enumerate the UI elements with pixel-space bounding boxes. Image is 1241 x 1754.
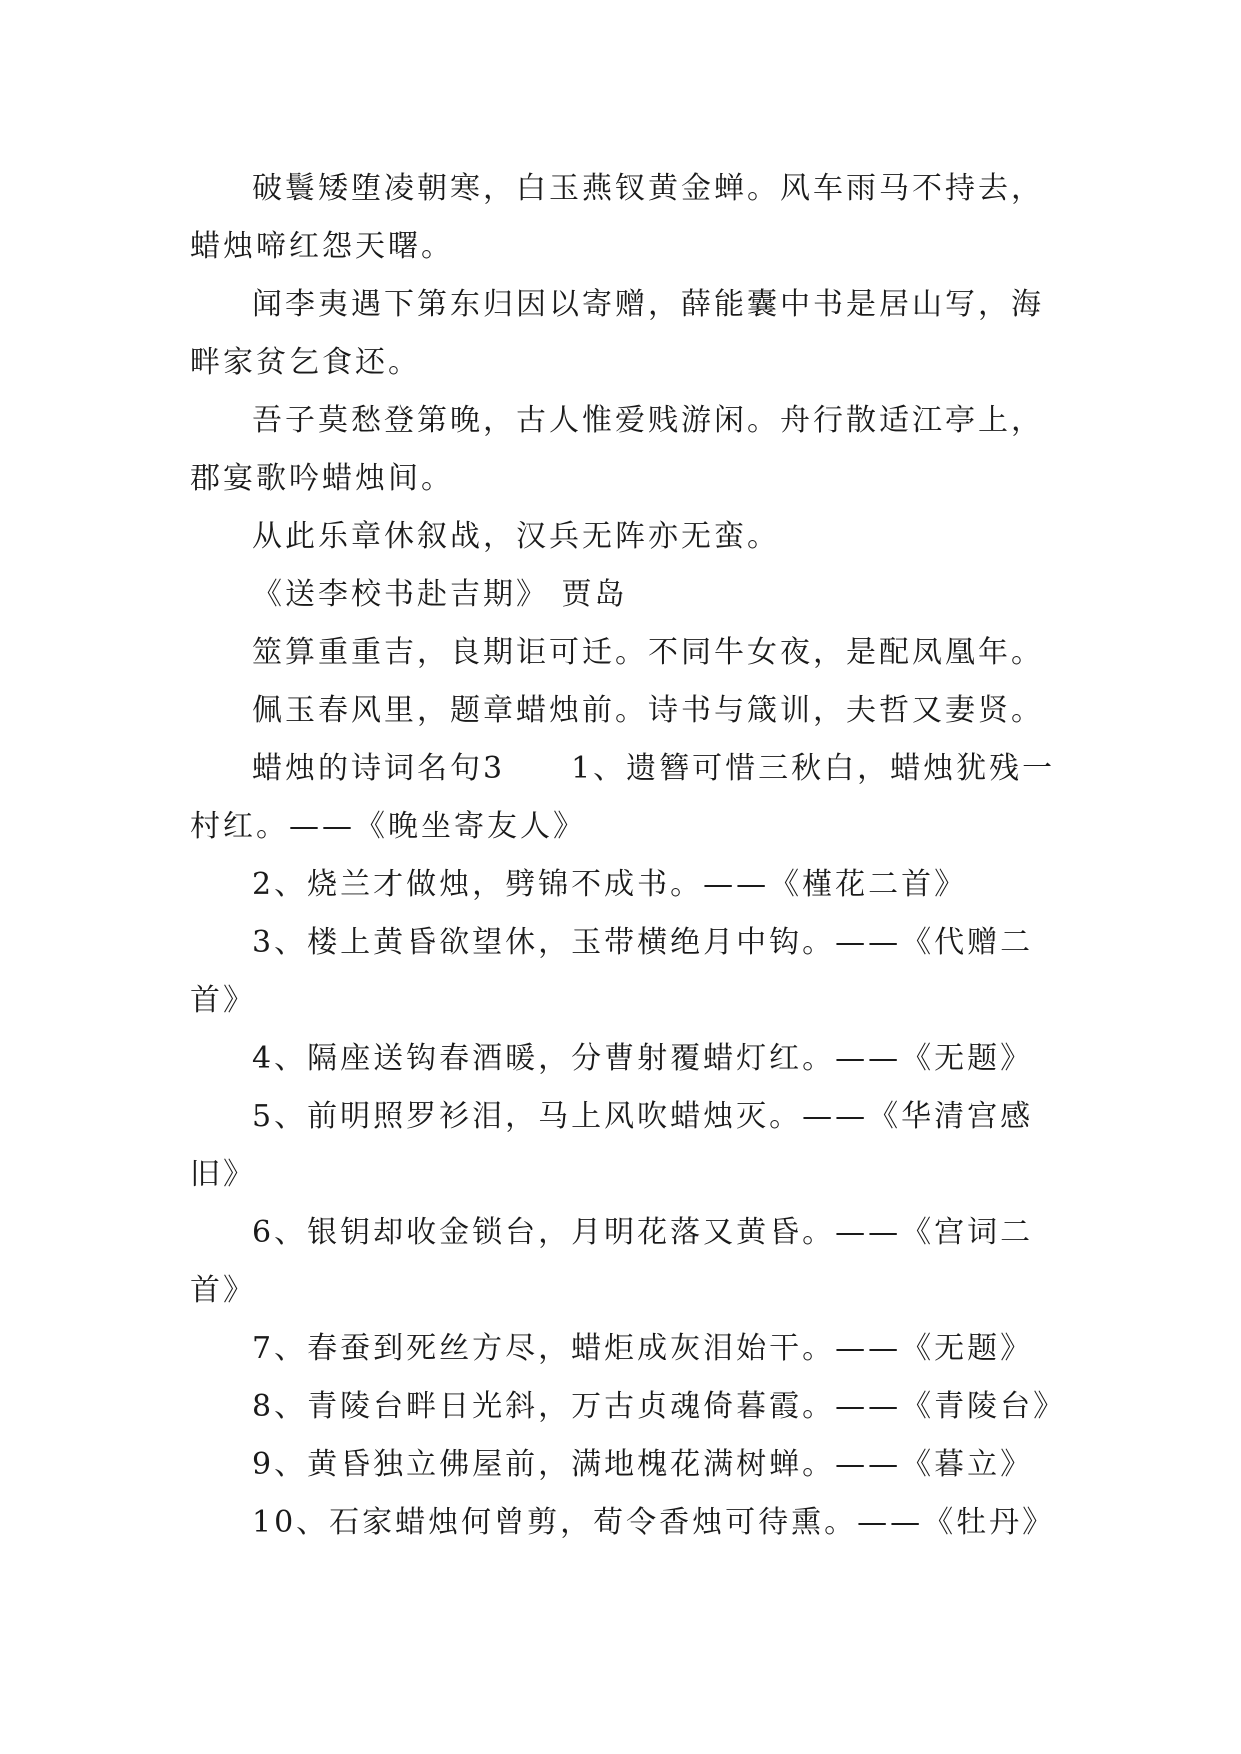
document-body — [190, 160, 1070, 1552]
paragraph: 从此乐章休叙战，汉兵无阵亦无蛮。 — [252, 519, 780, 554]
list-item: 10、石家蜡烛何曾剪，荀令香烛可待熏。——《牡丹》 — [252, 1505, 1056, 1540]
list-item: 7、春蚕到死丝方尽，蜡炬成灰泪始干。——《无题》 — [252, 1331, 1034, 1366]
list-item: 6、银钥却收金锁台，月明花落又黄昏。——《宫词二首》 — [190, 1215, 1034, 1308]
poem-title: 《送李校书赴吉期》 贾岛 — [252, 577, 628, 612]
section-heading-paragraph: 蜡烛的诗词名句3 1、遗簪可惜三秋白，蜡烛犹残一村红。——《晚坐寄友人》 — [190, 751, 1056, 844]
paragraph: 佩玉春风里，题章蜡烛前。诗书与箴训，夫哲又妻贤。 — [252, 693, 1044, 728]
paragraph: 闻李夷遇下第东归因以寄赠，薛能囊中书是居山写，海畔家贫乞食还。 — [190, 287, 1044, 380]
list-item: 8、青陵台畔日光斜，万古贞魂倚暮霞。——《青陵台》 — [252, 1389, 1067, 1424]
list-item: 9、黄昏独立佛屋前，满地槐花满树蝉。——《暮立》 — [252, 1447, 1034, 1482]
list-item: 5、前明照罗衫泪，马上风吹蜡烛灭。——《华清宫感旧》 — [190, 1099, 1034, 1192]
paragraph: 筮算重重吉，良期讵可迁。不同牛女夜，是配凤凰年。 — [252, 635, 1044, 670]
paragraph: 吾子莫愁登第晚，古人惟爱贱游闲。舟行散适江亭上，郡宴歌吟蜡烛间。 — [190, 403, 1044, 496]
paragraph: 破鬟矮堕凌朝寒，白玉燕钗黄金蝉。风车雨马不持去，蜡烛啼红怨天曙。 — [190, 171, 1044, 264]
list-item: 3、楼上黄昏欲望休，玉带横绝月中钩。——《代赠二首》 — [190, 925, 1034, 1018]
list-item: 2、烧兰才做烛，劈锦不成书。——《槿花二首》 — [252, 867, 968, 902]
list-item: 4、隔座送钩春酒暖，分曹射覆蜡灯红。——《无题》 — [252, 1041, 1034, 1076]
